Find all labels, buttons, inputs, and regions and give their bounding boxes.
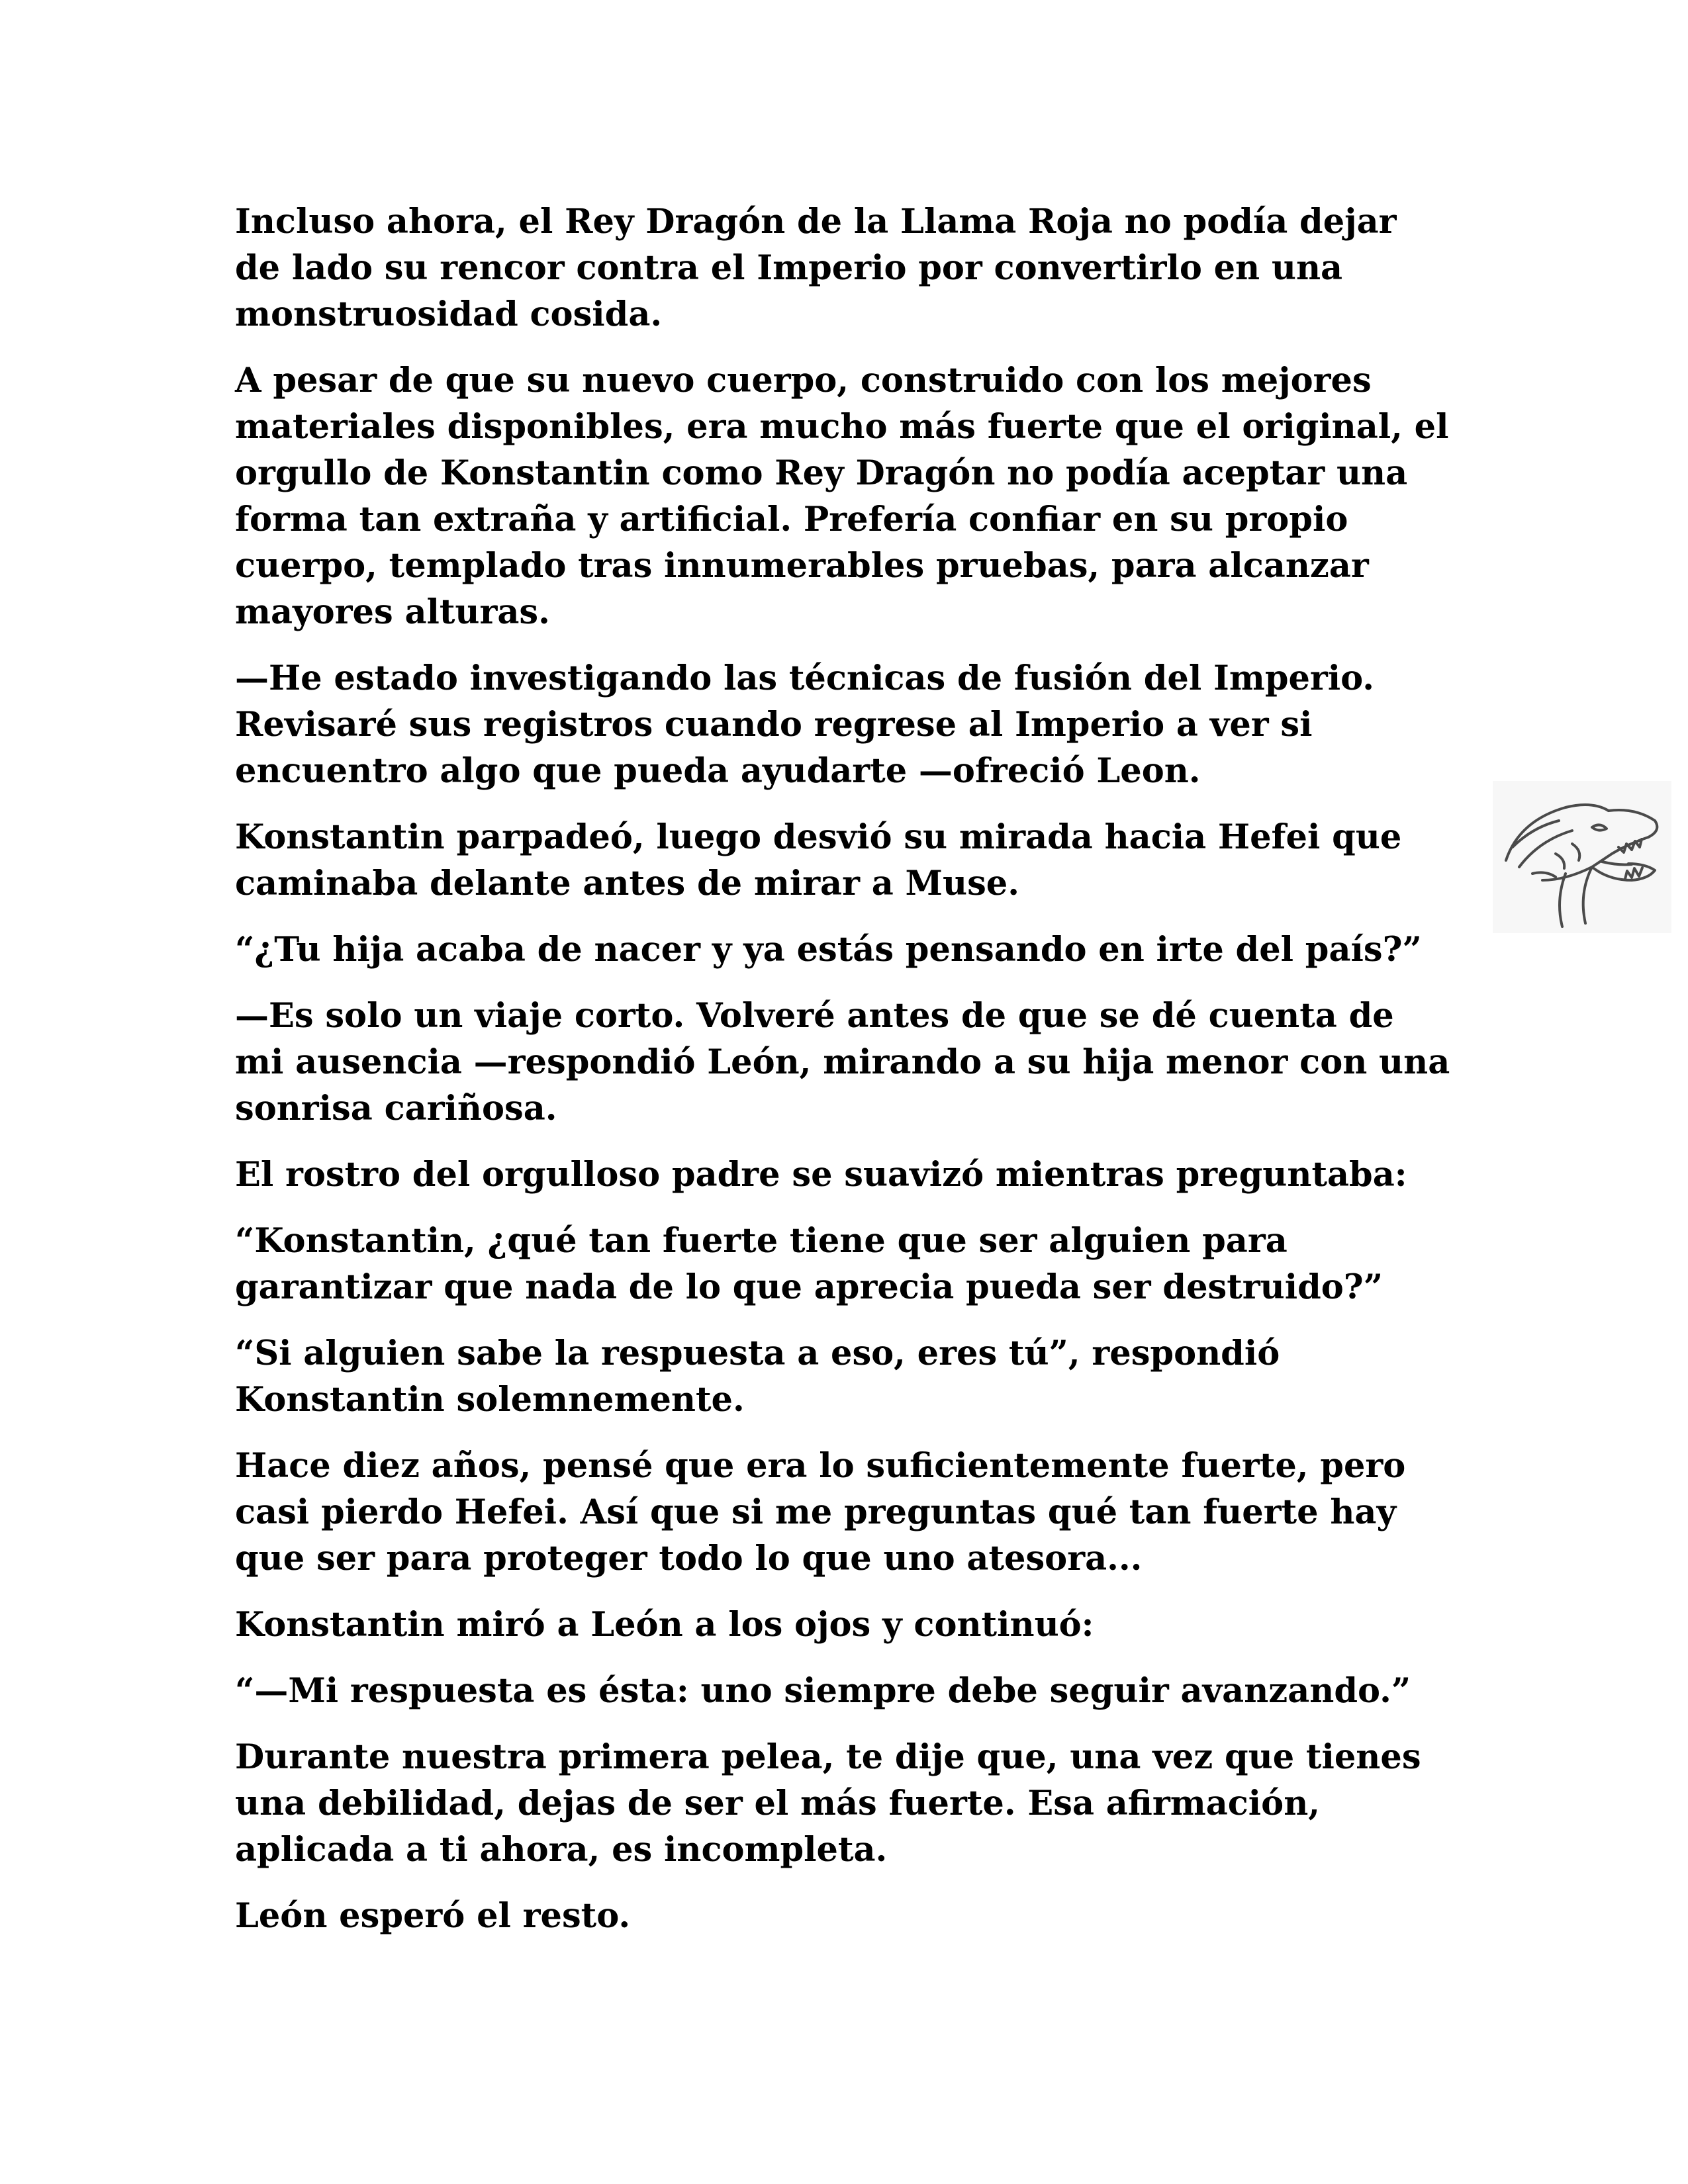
paragraph: Hace diez años, pensé que era lo suficientemente fuerte, pero casi pierdo Hefei. Así que si me preguntas qué tan fuerte hay que ser para proteger todo lo que uno atesora...: [235, 1446, 1406, 1578]
paragraph: El rostro del orgulloso padre se suavizó mientras preguntaba:: [235, 1155, 1407, 1195]
paragraph: Incluso ahora, el Rey Dragón de la Llama Roja no podía dejar de lado su rencor contra el Imperio por convertirlo en una monstruosidad cosida.: [235, 202, 1397, 334]
dragon-head-icon: [1493, 781, 1671, 933]
paragraph: León esperó el resto.: [235, 1896, 631, 1936]
body-text: [235, 199, 1453, 1959]
paragraph: Konstantin miró a León a los ojos y continuó:: [235, 1605, 1094, 1645]
paragraph: —He estado investigando las técnicas de fusión del Imperio. Revisaré sus registros cuando regrese al Imperio a ver si encuentro algo que pueda ayudarte —ofreció Leon.: [235, 659, 1375, 791]
paragraph: “—Mi respuesta es ésta: uno siempre debe seguir avanzando.”: [235, 1671, 1411, 1711]
paragraph: —Es solo un viaje corto. Volveré antes de que se dé cuenta de mi ausencia —respondió León, mirando a su hija menor con una sonrisa cariñosa.: [235, 996, 1450, 1128]
paragraph: A pesar de que su nuevo cuerpo, construido con los mejores materiales disponibles, era mucho más fuerte que el original, el orgullo de Konstantin como Rey Dragón no podía aceptar una forma tan extraña y artificial. Prefería confiar en su propio cuerpo, templado tras innumerables pruebas, para alcanzar mayores alturas.: [235, 361, 1449, 632]
paragraph: “¿Tu hija acaba de nacer y ya estás pensando en irte del país?”: [235, 930, 1422, 970]
paragraph: “Konstantin, ¿qué tan fuerte tiene que ser alguien para garantizar que nada de lo que aprecia pueda ser destruido?”: [235, 1221, 1383, 1307]
paragraph: Durante nuestra primera pelea, te dije que, una vez que tienes una debilidad, dejas de ser el más fuerte. Esa afirmación, aplicada a ti ahora, es incompleta.: [235, 1737, 1421, 1870]
paragraph: Konstantin parpadeó, luego desvió su mirada hacia Hefei que caminaba delante antes de mirar a Muse.: [235, 817, 1402, 903]
paragraph: “Si alguien sabe la respuesta a eso, eres tú”, respondió Konstantin solemnemente.: [235, 1334, 1280, 1420]
